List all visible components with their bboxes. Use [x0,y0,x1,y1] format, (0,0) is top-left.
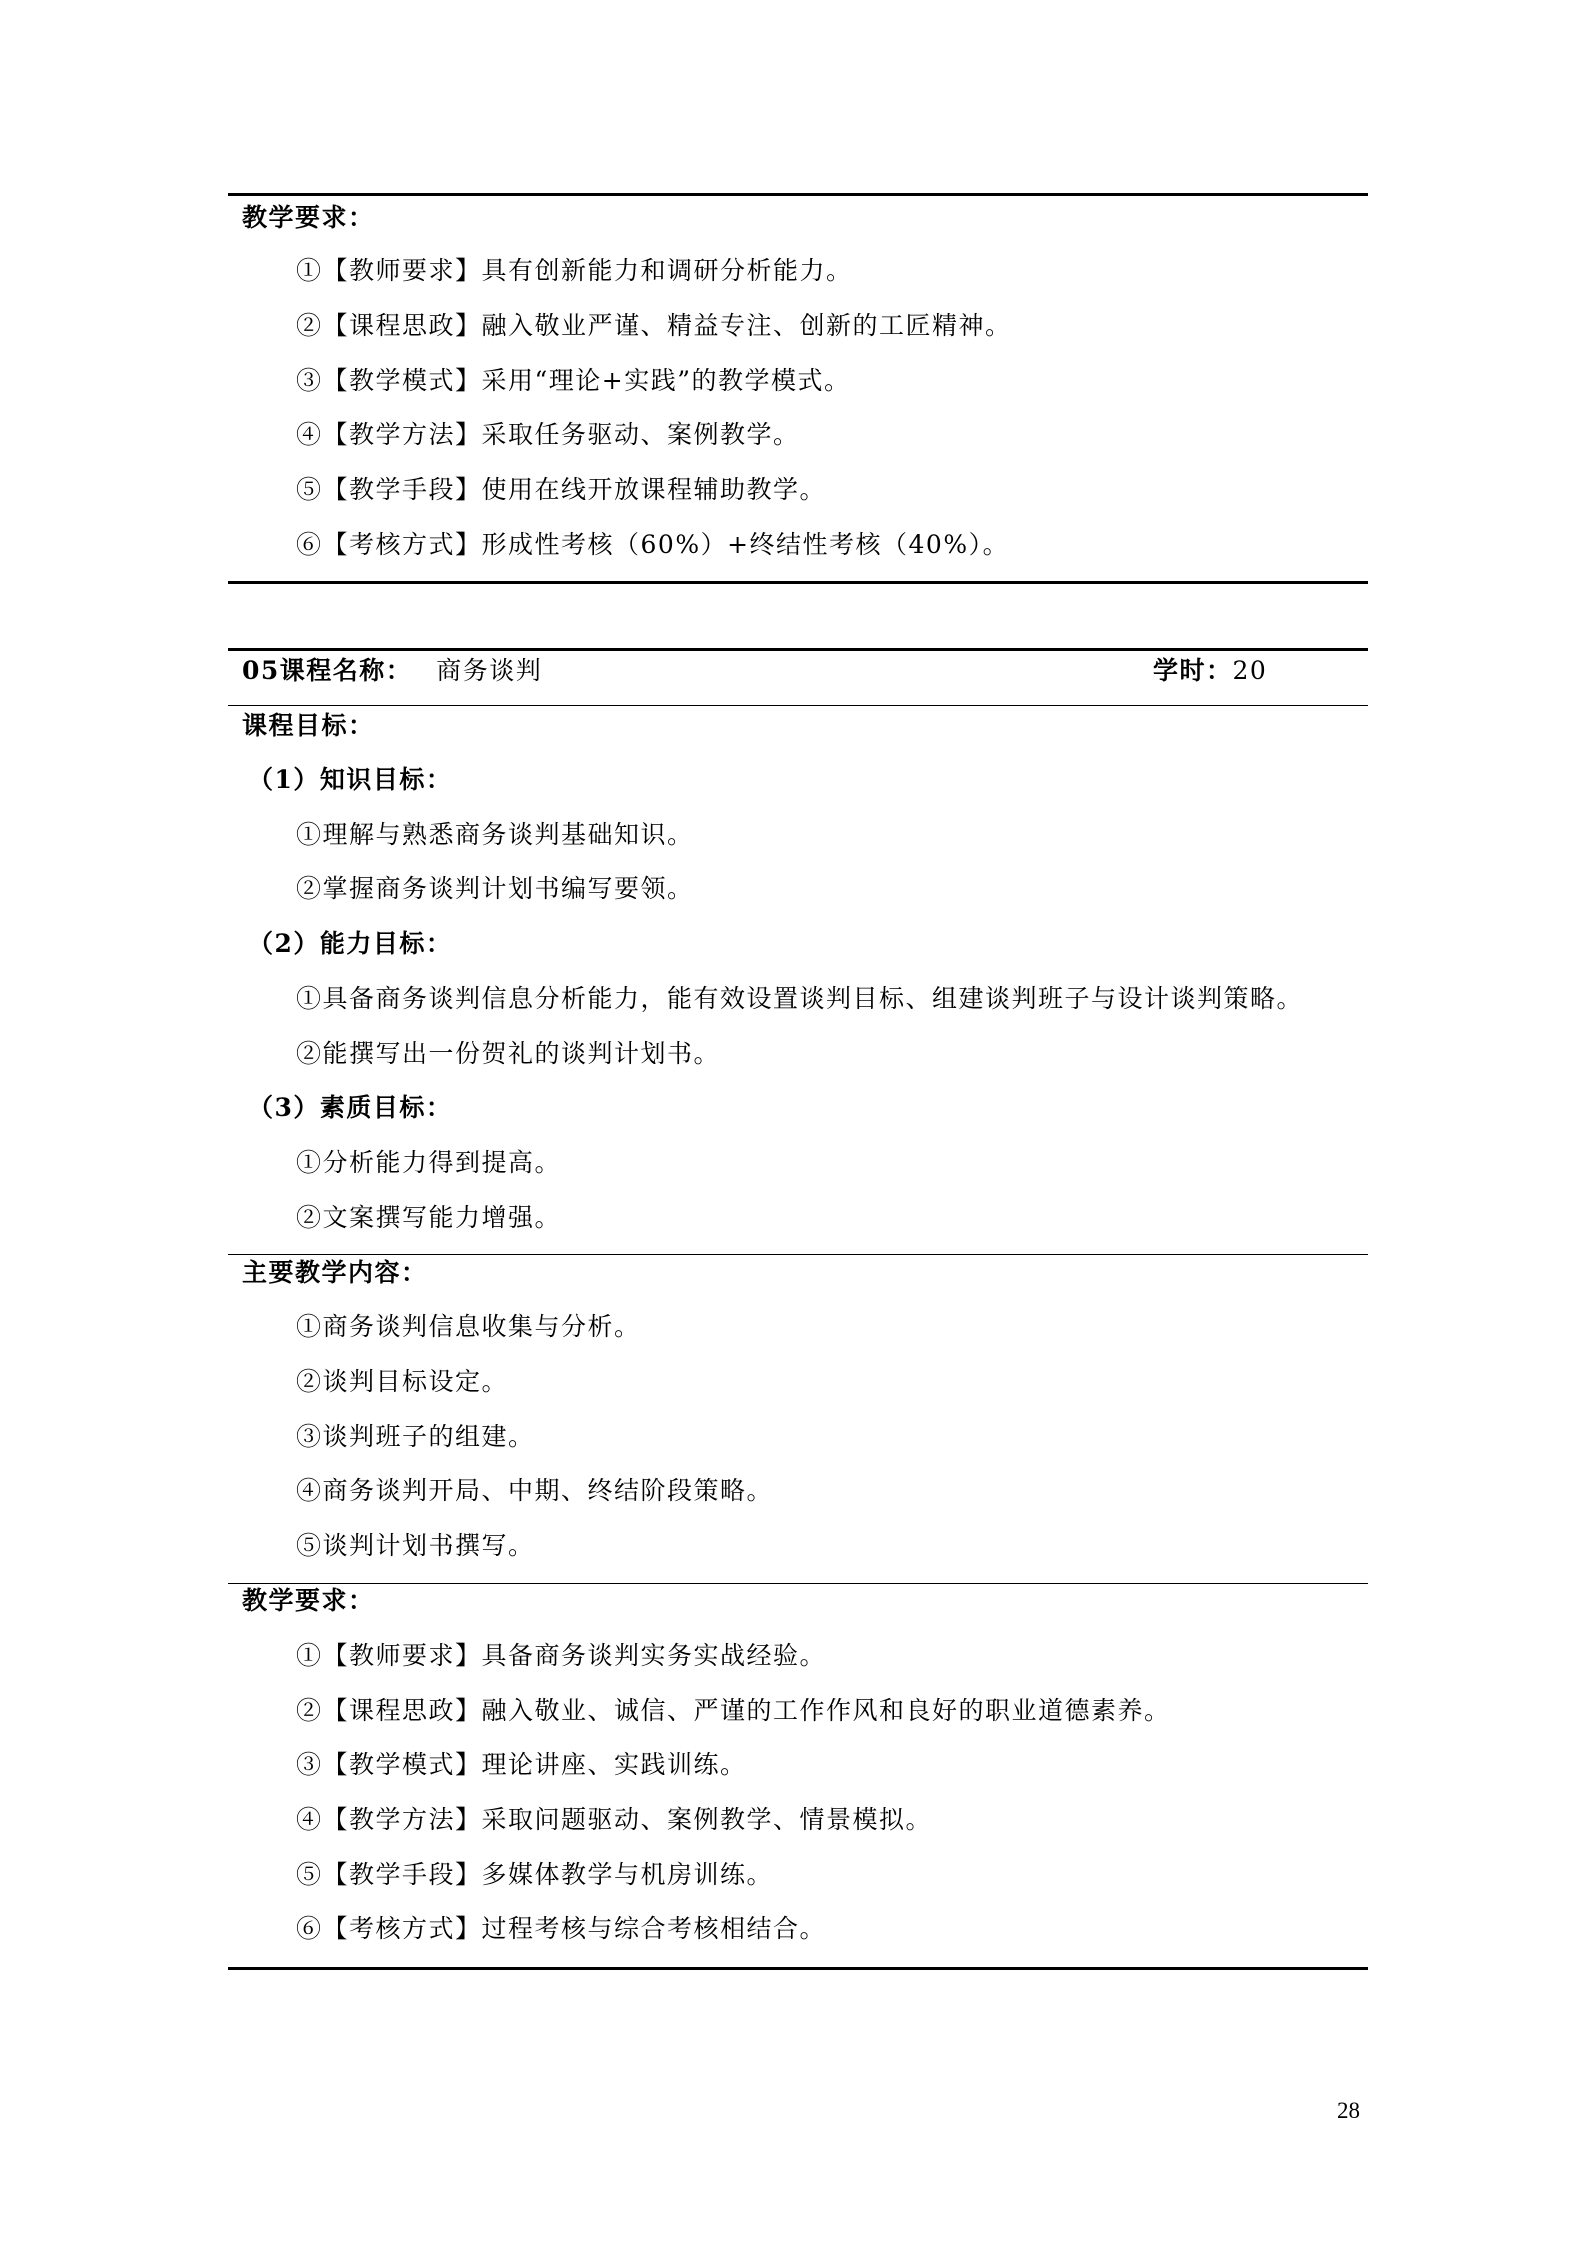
quality-goal-item: ②文案撰写能力增强。 [296,1203,562,1232]
content-item: ②谈判目标设定。 [296,1367,509,1396]
ability-goal-item: ②能撰写出一份贺礼的谈判计划书。 [296,1039,721,1068]
knowledge-goal-item: ②掌握商务谈判计划书编写要领。 [296,874,694,903]
teaching-requirements-label: 教学要求： [242,1586,375,1615]
requirement-item: ②【课程思政】融入敬业、诚信、严谨的工作作风和良好的职业道德素养。 [296,1696,1171,1725]
content-item: ⑤谈判计划书撰写。 [296,1531,535,1560]
requirement-item: ①【教师要求】具有创新能力和调研分析能力。 [296,256,853,285]
requirement-item: ④【教学方法】采取问题驱动、案例教学、情景模拟。 [296,1805,933,1834]
course-title-label: 05课程名称： [242,656,413,685]
content-item: ④商务谈判开局、中期、终结阶段策略。 [296,1476,774,1505]
requirement-item: ⑤【教学手段】使用在线开放课程辅助教学。 [296,475,827,504]
teaching-requirements-section [228,0,1368,1970]
course-name: 商务谈判 [436,656,543,685]
requirement-item: ④【教学方法】采取任务驱动、案例教学。 [296,420,800,449]
requirement-item: ①【教师要求】具备商务谈判实务实战经验。 [296,1641,827,1670]
teaching-content-label: 主要教学内容： [242,1258,428,1287]
course-goals-label: 课程目标： [242,711,375,740]
course-hours-label: 学时： [1153,656,1233,685]
course-hours-value: 20 [1232,656,1268,685]
quality-goals-label: （3）素质目标： [248,1093,453,1122]
page-number: 28 [1337,2098,1360,2123]
ability-goal-item: ①具备商务谈判信息分析能力，能有效设置谈判目标、组建谈判班子与设计谈判策略。 [296,984,1304,1013]
teaching-requirements-label: 教学要求： [242,203,375,232]
quality-goal-item: ①分析能力得到提高。 [296,1148,562,1177]
knowledge-goals-label: （1）知识目标： [248,765,453,794]
course-end-rule [228,1967,1368,1970]
requirement-item: ③【教学模式】理论讲座、实践训练。 [296,1750,747,1779]
content-item: ①商务谈判信息收集与分析。 [296,1312,641,1341]
ability-goals-label: （2）能力目标： [248,929,453,958]
requirement-item: ②【课程思政】融入敬业严谨、精益专注、创新的工匠精神。 [296,311,1012,340]
content-item: ③谈判班子的组建。 [296,1422,535,1451]
requirement-item: ③【教学模式】采用“理论+实践”的教学模式。 [296,366,851,395]
requirement-item: ⑥【考核方式】过程考核与综合考核相结合。 [296,1914,827,1943]
knowledge-goal-item: ①理解与熟悉商务谈判基础知识。 [296,820,694,849]
requirement-item: ⑤【教学手段】多媒体教学与机房训练。 [296,1860,774,1889]
requirement-item: ⑥【考核方式】形成性考核（60%）+终结性考核（40%）。 [296,530,1010,559]
